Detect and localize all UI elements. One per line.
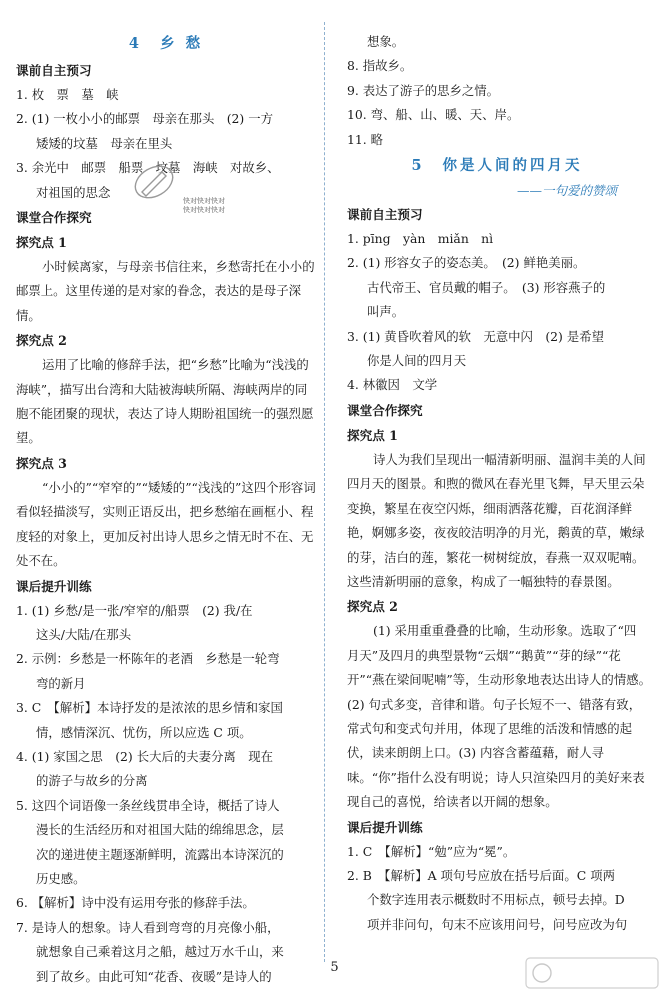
pre-class-heading: 课前自主预习: [16, 63, 92, 78]
list-item: 次的递进使主题逐渐鲜明，流露出本诗深沉的: [36, 846, 284, 862]
point-title: 探究点 1: [347, 427, 398, 443]
section-name: 你是人间的四月天: [442, 157, 583, 175]
list-item: 到了故乡。由此可知“花香、夜暖”是诗人的: [36, 968, 272, 984]
right-column: [347, 30, 658, 937]
in-class-heading: 课堂合作探究: [347, 402, 423, 418]
corner-logo-icon: [522, 950, 662, 996]
after-class-heading: 课后提升训练: [347, 819, 423, 835]
list-item: 个数字连用表示概数时不用标点，顿号去掉。D: [367, 892, 625, 908]
page-number: 5: [330, 960, 339, 975]
pre-class-heading: 课前自主预习: [347, 207, 423, 223]
list-item: 这头/大陆/在那头: [36, 626, 132, 642]
column-divider: [324, 22, 325, 962]
list-item: 弯的新月: [36, 675, 86, 691]
list-item: 5. 这四个词语像一条丝线贯串全诗，概括了诗人: [16, 797, 280, 813]
list-item: 9. 表达了游子的思乡之情。: [347, 82, 500, 98]
list-item: 历史感。: [36, 870, 86, 886]
list-item: 就想象自己乘着这月之船，越过万水千山，来: [36, 944, 284, 960]
list-item: 1. C 【解析】“勉”应为“冕”。: [347, 843, 516, 859]
point-title: 探究点 1: [16, 235, 67, 251]
list-item: 你是人间的四月天: [367, 353, 467, 369]
section-subtitle: ——一句爱的赞颂: [516, 183, 617, 199]
point-text: 诗人为我们呈现出一幅清新明丽、温润丰美的人间四月天的图景。和煦的微风在春光里飞舞，早天里云朵变换，繁星在夜空闪烁，细雨洒落花瓣，百花润泽鲜艳，婀娜多姿，夜夜皎洁明净的月光，鹅黄的草，嫩绿的芽，洁白的莲，繁花一树树绽放，春燕一双双呢喃。这些清新明丽的意象，构成了一幅独特的春景图。: [347, 451, 646, 589]
section-name: 乡 愁: [160, 35, 204, 52]
point-title: 探究点 2: [16, 333, 67, 349]
list-item: 6. 【解析】诗中没有运用夸张的修辞手法。: [16, 895, 255, 911]
section-number: 4: [128, 35, 143, 52]
pre-class-list: [347, 227, 647, 398]
list-item: 漫长的生活经历和对祖国大陆的绵绵思念，层: [36, 822, 284, 838]
list-item: 想象。: [367, 34, 405, 49]
list-item: 1. pīng yàn miǎn nì: [347, 231, 494, 247]
watermark-logo-icon: [132, 162, 176, 202]
list-item: 项并非问句，句末不应该用问号，问号应改为句: [367, 916, 628, 932]
list-item: 情，感情深沉、忧伤，所以应选 C 项。: [36, 724, 252, 740]
list-item: 对祖国的思念: [36, 184, 111, 200]
list-item: 10. 弯、船、山、暖、天、岸。: [347, 107, 520, 123]
list-item: 1. 枚 票 墓 峡: [16, 87, 119, 102]
point-text: “小小的”“窄窄的”“矮矮的”“浅浅的”这四个形容词看似轻描淡写，实则正语反出，把乡愁缩在画框小、程度轻的对象上，更加反衬出诗人思乡之情无时不在、无处不在。: [16, 479, 316, 569]
section-number: 5: [411, 157, 425, 175]
list-item: 的游子与故乡的分离: [36, 773, 148, 789]
list-item: 2. (1) 形容女子的姿态美。 (2) 鲜艳美丽。: [347, 255, 586, 271]
list-item: 8. 指故乡。: [347, 58, 413, 74]
list-item: 叫声。: [367, 304, 405, 320]
section-title-5: [347, 152, 647, 180]
point-text: 运用了比喻的修辞手法，把“乡愁”比喻为“浅浅的海峡”，描写出台湾和大陆被海峡所隔、海峡两岸的同胞不能团聚的现状，表达了诗人期盼祖国统一的强烈愿望。: [16, 357, 314, 446]
section-title-4: [16, 30, 316, 58]
list-item: 古代帝王、官员戴的帽子。 (3) 形容燕子的: [367, 279, 606, 295]
point-text: 小时候离家，与母亲书信往来，乡愁寄托在小小的邮票上。这里传递的是对家的眷念，表达的是母子深情。: [16, 259, 315, 323]
point-title: 探究点 2: [347, 599, 398, 615]
list-item: 矮矮的坟墓 母亲在里头: [36, 135, 173, 151]
watermark-caption: 快对快对快对 快对快对快对: [183, 197, 225, 214]
continued-list: [347, 30, 647, 152]
list-item: 3. C 【解析】本诗抒发的是浓浓的思乡情和家国: [16, 700, 283, 716]
list-item: 4. 林徽因 文学: [347, 377, 438, 393]
list-item: 2. 示例：乡愁是一杯陈年的老酒 乡愁是一轮弯: [16, 651, 280, 667]
list-item: 3. 余光中 邮票 船票 坟墓 海峡 对故乡、: [16, 160, 280, 176]
list-item: 7. 是诗人的想象。诗人看到弯弯的月亮像小船，: [16, 919, 280, 935]
list-item: 3. (1) 黄昏吹着风的软 无意中闪 (2) 是希望: [347, 328, 604, 344]
after-class-list: [347, 840, 647, 938]
point-text: (1) 采用重重叠叠的比喻，生动形象。选取了“四月天”及四月的典型景物“云烟”“鹅黄”“芽的绿”“花开”“燕在梁间呢喃”等，生动形象地表达出诗人的情感。 (2) 句式多变，音律和谐。句子长短不一、错落有致，常式句和变式句并用，体现了思维的活泼和情感的起伏，读来朗朗上口。(3) 内容含蓄蕴藉，耐人寻味。“你”指什么没有明说；诗人只渲染四月的美好来表现自己的喜悦，给读者以开阔的想象。: [347, 623, 658, 810]
list-item: 1. (1) 乡愁/是一张/窄窄的/船票 (2) 我/在: [16, 602, 253, 618]
list-item: 2. (1) 一枚小小的邮票 母亲在那头 (2) 一方: [16, 111, 273, 127]
after-class-list: [16, 599, 316, 990]
in-class-heading: 课堂合作探究: [16, 210, 92, 226]
after-class-heading: 课后提升训练: [16, 578, 92, 594]
list-item: 11. 略: [347, 131, 384, 147]
point-title: 探究点 3: [16, 455, 67, 471]
list-item: 2. B 【解析】A 项句号应放在括号后面。C 项两: [347, 867, 616, 883]
list-item: 4. (1) 家国之思 (2) 长大后的夫妻分离 现在: [16, 748, 273, 764]
